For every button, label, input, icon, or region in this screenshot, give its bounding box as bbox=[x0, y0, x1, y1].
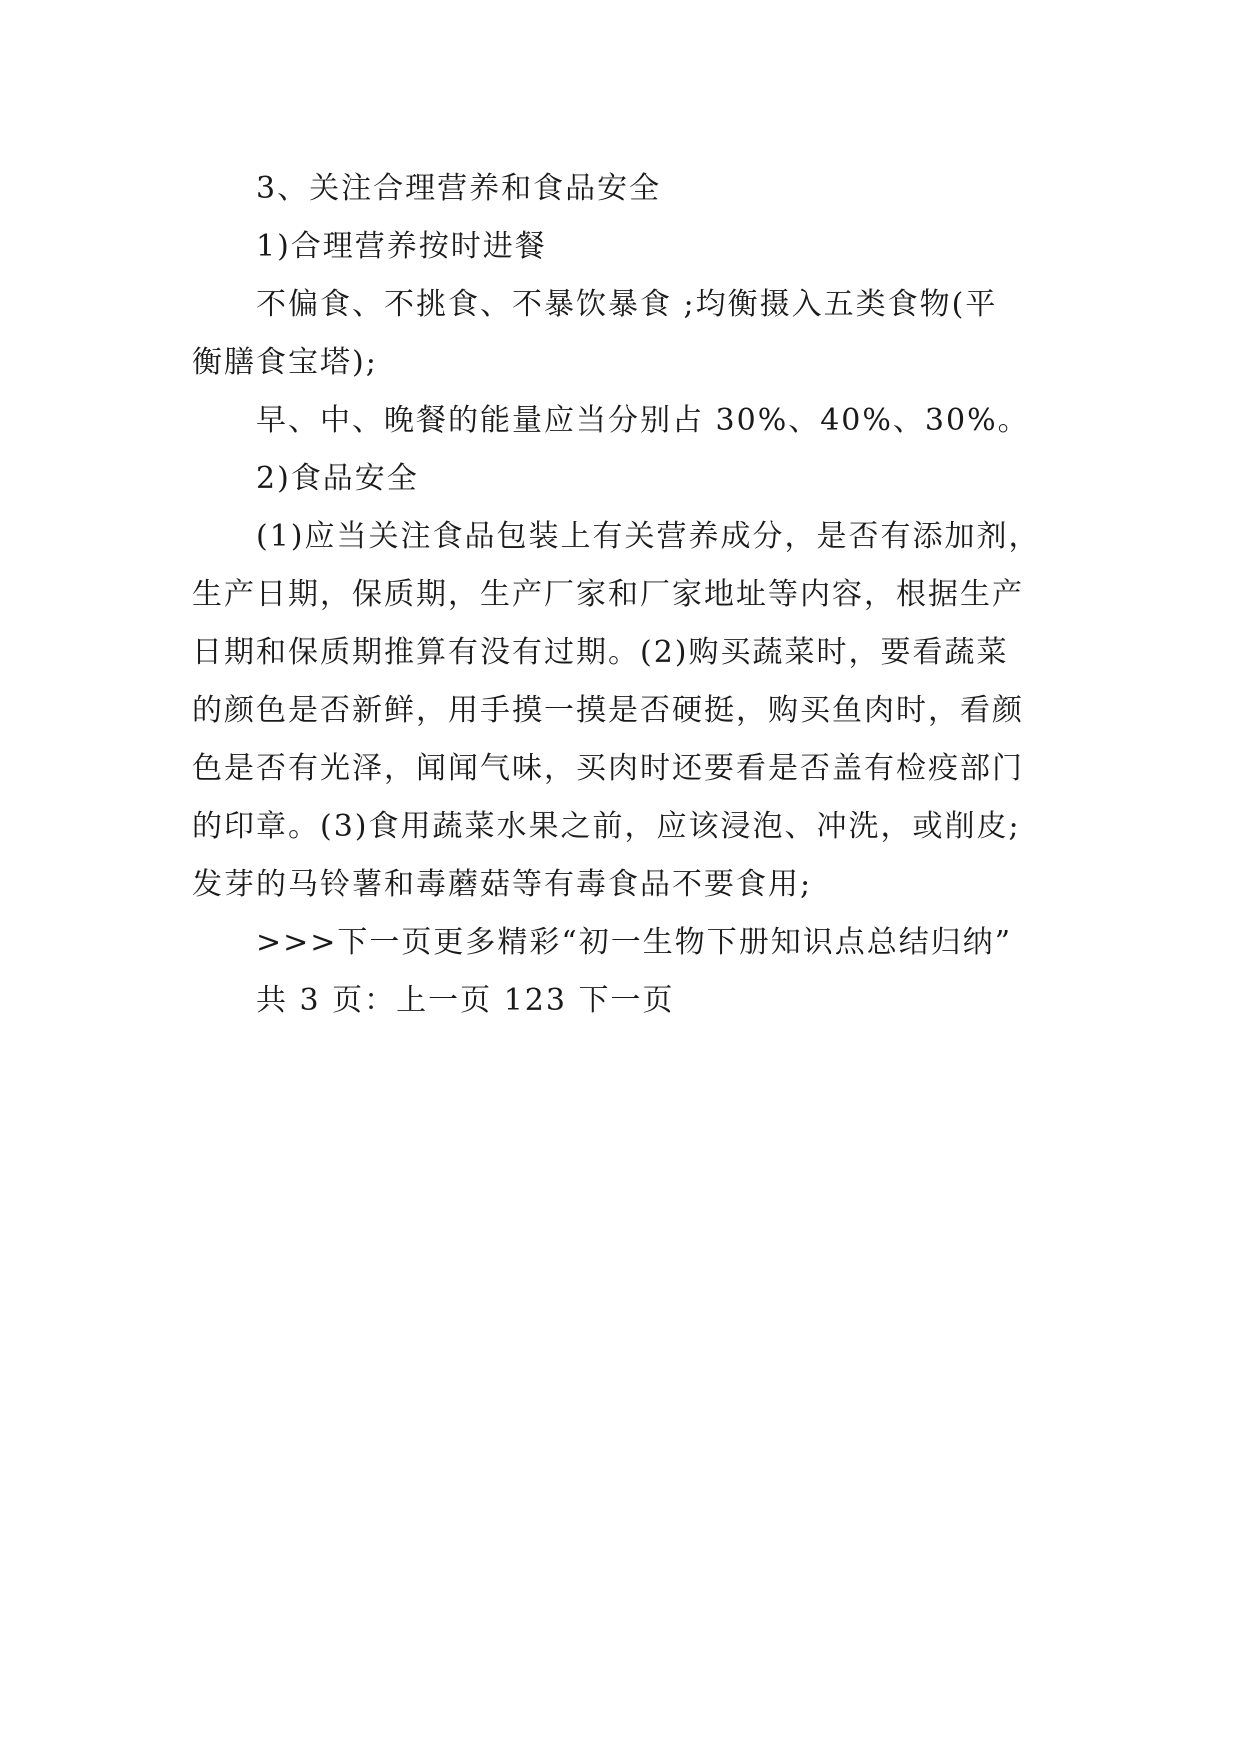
section-heading: 3、关注合理营养和食品安全 bbox=[256, 171, 662, 206]
paragraph-line: 的印章。(3)食用蔬菜水果之前，应该浸泡、冲洗，或削皮; bbox=[192, 809, 1021, 844]
paragraph-line: 早、中、晚餐的能量应当分别占 30%、40%、30%。 bbox=[256, 403, 1030, 438]
paragraph-line: 衡膳食宝塔); bbox=[192, 345, 378, 380]
paragraph-line: (1)应当关注食品包装上有关营养成分，是否有添加剂， bbox=[256, 519, 1041, 554]
paragraph-line: 生产日期，保质期，生产厂家和厂家地址等内容，根据生产 bbox=[192, 577, 1024, 612]
paragraph-line: 日期和保质期推算有没有过期。(2)购买蔬菜时，要看蔬菜 bbox=[192, 635, 1009, 670]
paragraph-line: 不偏食、不挑食、不暴饮暴食 ;均衡摄入五类食物(平 bbox=[256, 287, 998, 322]
subheading-food-safety: 2)食品安全 bbox=[256, 461, 419, 496]
pagination[interactable]: 共 3 页：上一页 123 下一页 bbox=[256, 983, 675, 1018]
document-page bbox=[192, 160, 1072, 1030]
paragraph-line: 的颜色是否新鲜，用手摸一摸是否硬挺，购买鱼肉时，看颜 bbox=[192, 693, 1024, 728]
paragraph-line: 色是否有光泽，闻闻气味，买肉时还要看是否盖有检疫部门 bbox=[192, 751, 1024, 786]
subheading-nutrition: 1)合理营养按时进餐 bbox=[256, 229, 547, 264]
next-page-link[interactable]: >>>下一页更多精彩“初一生物下册知识点总结归纳” bbox=[256, 925, 1013, 960]
paragraph-line: 发芽的马铃薯和毒蘑菇等有毒食品不要食用; bbox=[192, 867, 813, 902]
